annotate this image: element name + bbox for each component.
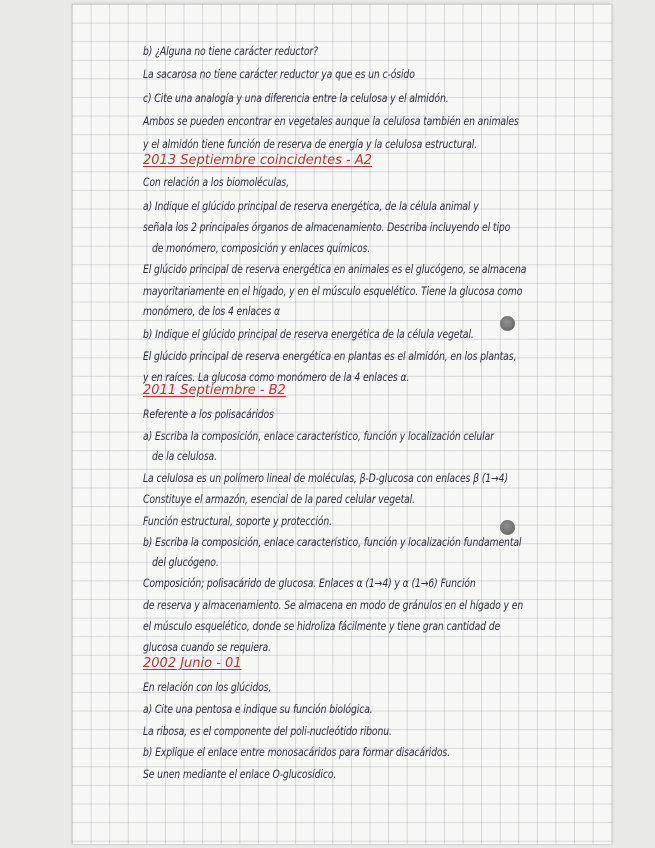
note-line: del glucógeno. [152, 556, 219, 569]
note-line: La sacarosa no tiene carácter reductor ya que es un c-ósido [143, 68, 415, 81]
note-line: En relación con los glúcidos, [143, 681, 272, 694]
note-line: Ambos se pueden encontrar en vegetales aunque la celulosa también en animales [143, 115, 519, 128]
note-line: Con relación a los biomoléculas, [143, 176, 289, 189]
note-line: y el almidón tiene función de reserva de energía y la celulosa estructural. [143, 138, 478, 151]
note-line: el músculo esquelético, donde se hidroliza fácilmente y tiene gran cantidad de [143, 620, 501, 633]
note-line: Composición; polisacárido de glucosa. Enlaces α (1→4) y α (1→6) Función [143, 577, 476, 590]
section-heading: 2011 Septiembre - B2 [143, 383, 286, 398]
note-line: señala los 2 principales órganos de almacenamiento. Describa incluyendo el tipo [143, 221, 511, 234]
note-line: c) Cite una analogía y una diferencia entre la celulosa y el almidón. [143, 92, 449, 105]
note-line: Se unen mediante el enlace O-glucosídico. [143, 768, 337, 781]
note-line: de monómero, composición y enlaces químicos. [152, 242, 371, 255]
note-line: y en raíces. La glucosa como monómero de la 4 enlaces α. [143, 371, 410, 384]
note-line: b) Escriba la composición, enlace característico, función y localización fundamental [143, 536, 522, 549]
note-line: El glúcido principal de reserva energética en plantas es el almidón, en los plantas, [143, 350, 517, 363]
note-line: Función estructural, soporte y protección. [143, 515, 332, 528]
note-line: glucosa cuando se requiera. [143, 641, 271, 654]
section-heading: 2013 Septiembre coincidentes - A2 [143, 153, 373, 168]
note-line: a) Cite una pentosa e indique su función biológica. [143, 703, 373, 716]
note-line: a) Indique el glúcido principal de reserva energética, de la célula animal y [143, 200, 479, 213]
note-line: El glúcido principal de reserva energética en animales es el glucógeno, se almacena [143, 263, 527, 276]
note-line: La ribosa, es el componente del poli-nucleótido ribonu. [143, 725, 392, 738]
section-heading: 2002 Junio - 01 [143, 656, 242, 671]
note-line: monómero, de los 4 enlaces α [143, 305, 281, 318]
note-line: de la celulosa. [152, 450, 217, 463]
note-line: de reserva y almacenamiento. Se almacena en modo de gránulos en el hígado y en [143, 599, 524, 612]
note-line: Referente a los polisacáridos [143, 408, 274, 421]
notebook-page [72, 4, 612, 844]
note-line: a) Escriba la composición, enlace característico, función y localización celular [143, 430, 494, 443]
note-line: Constituye el armazón, esencial de la pared celular vegetal. [143, 493, 415, 506]
note-line: b) ¿Alguna no tiene carácter reductor? [143, 45, 318, 58]
note-line: b) Indique el glúcido principal de reserva energética de la célula vegetal. [143, 328, 474, 341]
note-line: b) Explique el enlace entre monosacáridos para formar disacáridos. [143, 746, 450, 759]
note-line: mayoritariamente en el hígado, y en el músculo esquelético. Tiene la glucosa como [143, 285, 523, 298]
note-line: La celulosa es un polímero lineal de moléculas, β-D-glucosa con enlaces β (1→4) [143, 472, 508, 485]
